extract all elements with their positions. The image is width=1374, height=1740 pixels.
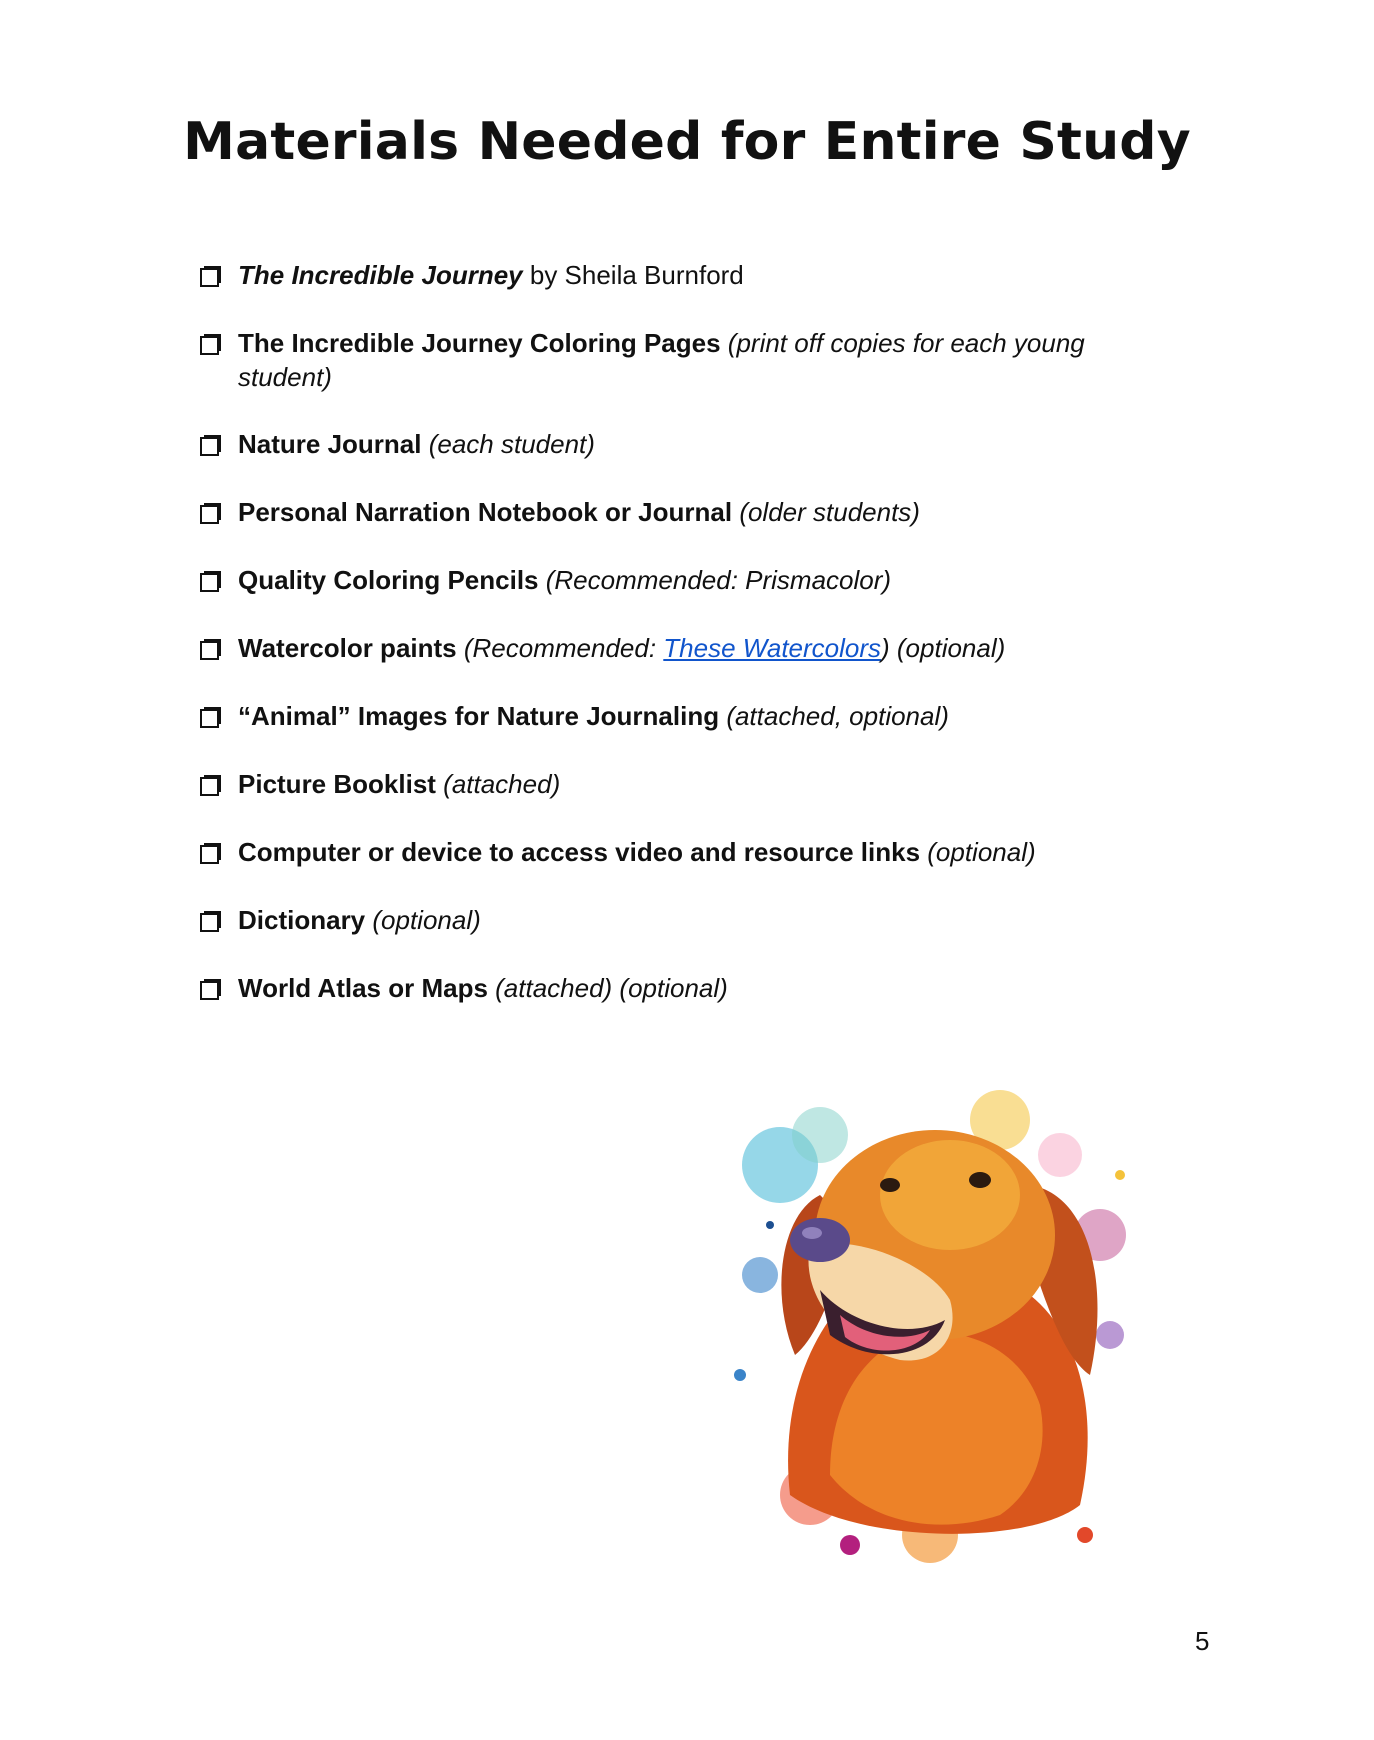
item-note: (attached, optional) xyxy=(719,701,949,731)
dog-nose xyxy=(790,1218,850,1262)
item-title: The Incredible Journey xyxy=(238,260,523,290)
item-note: (Recommended: xyxy=(456,633,664,663)
checkbox-icon xyxy=(200,502,222,524)
dog-eye-left xyxy=(880,1178,900,1192)
item-note: ) (optional) xyxy=(881,633,1006,663)
checkbox-icon xyxy=(200,706,222,728)
checkbox-icon xyxy=(200,434,222,456)
item-title: Quality Coloring Pencils xyxy=(238,565,539,595)
list-item xyxy=(200,903,1160,937)
item-title: Computer or device to access video and resource links xyxy=(238,837,921,867)
checkbox-icon xyxy=(200,910,222,932)
item-title: Personal Narration Notebook or Journal xyxy=(238,497,733,527)
item-note: (optional) xyxy=(920,837,1036,867)
item-note: (each student) xyxy=(421,429,595,459)
item-note: (attached) (optional) xyxy=(487,973,728,1003)
item-title: The Incredible Journey Coloring Pages xyxy=(238,328,721,358)
item-note: (optional) xyxy=(365,905,481,935)
list-item xyxy=(200,631,1160,665)
page-title: Materials Needed for Entire Study xyxy=(183,112,1191,172)
list-item xyxy=(200,326,1160,394)
materials-checklist xyxy=(200,258,1160,1039)
item-title: “Animal” Images for Nature Journaling xyxy=(238,701,720,731)
list-item xyxy=(200,563,1160,597)
item-title: Nature Journal xyxy=(238,429,422,459)
dog-illustration xyxy=(700,1075,1170,1575)
dog-eye-right xyxy=(969,1172,991,1188)
list-item xyxy=(200,258,1160,292)
list-item xyxy=(200,427,1160,461)
checkbox-icon xyxy=(200,333,222,355)
checkbox-icon xyxy=(200,638,222,660)
checkbox-icon xyxy=(200,978,222,1000)
list-item xyxy=(200,971,1160,1005)
watercolors-link[interactable]: These Watercolors xyxy=(663,633,882,663)
checkbox-icon xyxy=(200,842,222,864)
item-title: World Atlas or Maps xyxy=(238,973,488,1003)
item-title: Watercolor paints xyxy=(238,633,457,663)
checkbox-icon xyxy=(200,774,222,796)
page-number: 5 xyxy=(1195,1626,1210,1656)
checkbox-icon xyxy=(200,570,222,592)
item-title: Dictionary xyxy=(238,905,366,935)
list-item xyxy=(200,699,1160,733)
list-item xyxy=(200,495,1160,529)
list-item xyxy=(200,835,1160,869)
item-note: (attached) xyxy=(435,769,561,799)
item-note: by Sheila Burnford xyxy=(522,260,744,290)
list-item xyxy=(200,767,1160,801)
item-note: (print off copies for each young student) xyxy=(238,328,1085,392)
item-title: Picture Booklist xyxy=(238,769,436,799)
item-note: (older students) xyxy=(732,497,920,527)
item-note: (Recommended: Prismacolor) xyxy=(538,565,892,595)
checkbox-icon xyxy=(200,265,222,287)
